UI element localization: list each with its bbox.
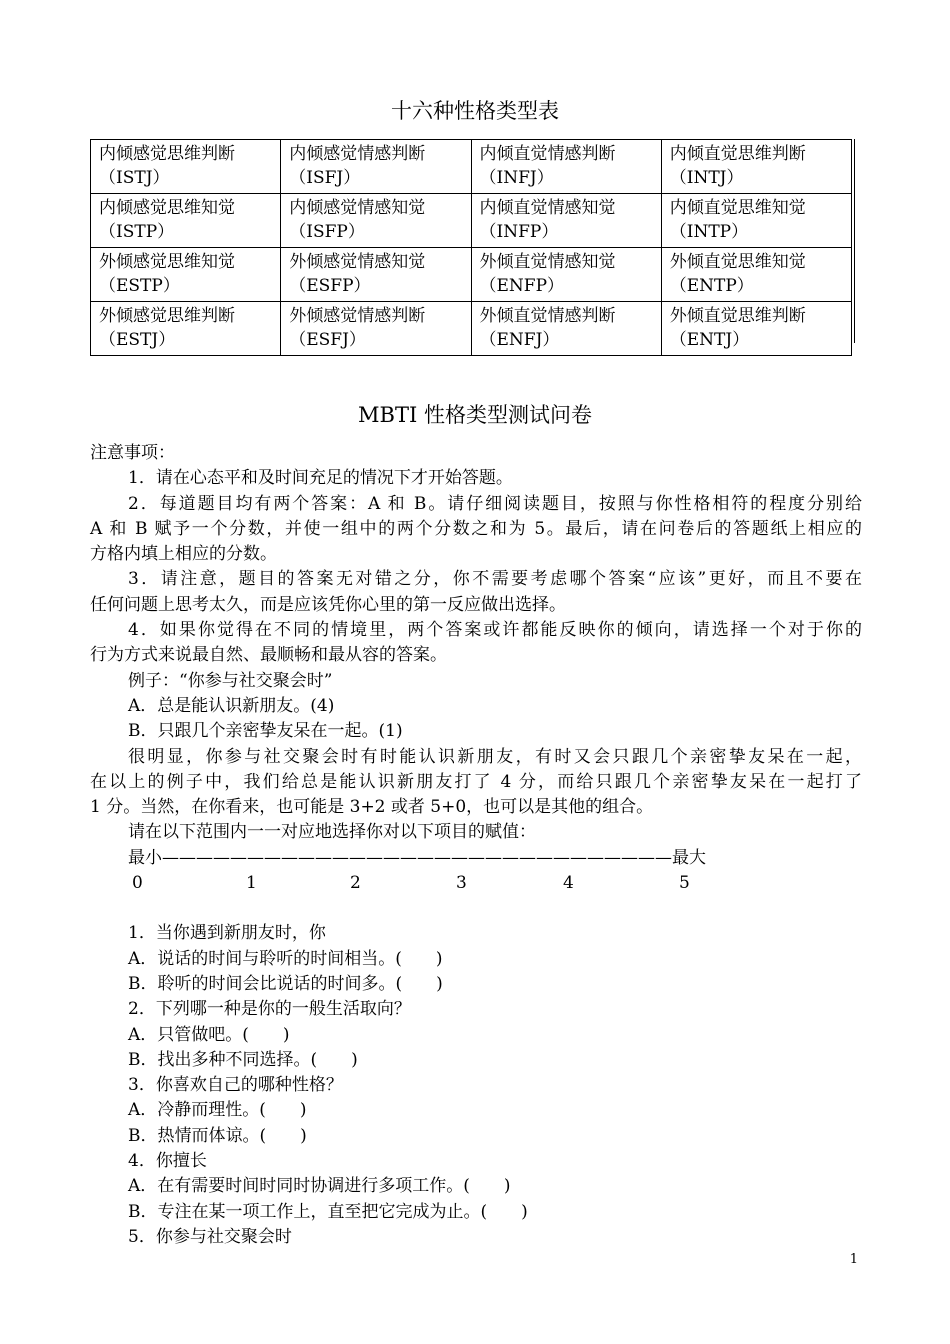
page-number: 1 [849, 1252, 858, 1267]
type-code: （ESFJ） [289, 330, 366, 350]
question-1-option-b: B．聆听的时间会比说话的时间多。( ) [128, 973, 443, 994]
questionnaire-body [90, 441, 862, 1250]
scale-intro: 请在以下范围内一一对应地选择你对以下项目的赋值： [128, 822, 536, 843]
table-row [91, 248, 852, 302]
table-cell [661, 140, 851, 194]
table-cell [281, 194, 471, 248]
type-code: （ENFP） [479, 276, 565, 296]
explanation-line-2: 在以上的例子中，我们给总是能认识新朋友打了 4 分，而给只跟几个亲密挚友呆在一起打了 [90, 771, 862, 792]
scale-value: 1 [246, 873, 257, 894]
type-code: （ISFJ） [289, 168, 361, 188]
type-name: 内倾直觉情感知觉 [479, 198, 616, 218]
table-cell [91, 302, 281, 356]
table-cell [281, 302, 471, 356]
note-4-line-1: 4．如果你觉得在不同的情境里，两个答案或许都能反映你的倾向，请选择一个对于你的 [128, 620, 862, 641]
table-cell [471, 194, 661, 248]
scale-value: 4 [563, 873, 574, 894]
question-2-option-a: A．只管做吧。( ) [128, 1024, 290, 1045]
example-answer-b: B．只跟几个亲密挚友呆在一起。(1) [128, 721, 403, 742]
question-1: 1．当你遇到新朋友时，你 [128, 923, 326, 944]
types-table-title: 十六种性格类型表 [391, 99, 559, 123]
type-code: （ENFJ） [479, 330, 560, 350]
table-double-rule [854, 139, 855, 343]
type-code: （INFJ） [479, 168, 554, 188]
type-code: （ESFP） [289, 276, 371, 296]
type-name: 外倾感觉思维知觉 [99, 252, 235, 272]
table-row [91, 194, 852, 248]
question-4-option-b: B．专注在某一项工作上，直至把它完成为止。( ) [128, 1201, 528, 1222]
type-name: 内倾感觉情感知觉 [289, 198, 426, 218]
type-code: （INFP） [479, 222, 559, 242]
scale-value: 5 [679, 873, 690, 894]
type-code: （INTJ） [669, 168, 744, 188]
questionnaire-title: MBTI 性格类型测试问卷 [358, 403, 592, 427]
example-question: 例子：“你参与社交聚会时” [128, 670, 333, 691]
type-code: （ISTP） [99, 222, 175, 242]
explanation-line-1: 很明显，你参与社交聚会时有时能认识新朋友，有时又会只跟几个亲密挚友呆在一起， [128, 746, 862, 767]
note-3-line-2: 任何问题上思考太久，而是应该凭你心里的第一反应做出选择。 [90, 594, 566, 615]
type-code: （INTP） [669, 222, 749, 242]
question-4: 4．你擅长 [128, 1151, 207, 1172]
table-row [91, 140, 852, 194]
note-3-line-1: 3．请注意，题目的答案无对错之分，你不需要考虑哪个答案“应该”更好，而且不要在 [128, 569, 862, 590]
type-name: 外倾直觉思维知觉 [669, 252, 806, 272]
type-name: 内倾感觉思维知觉 [99, 198, 235, 218]
table-row [91, 302, 852, 356]
table-cell [281, 248, 471, 302]
type-name: 外倾感觉思维判断 [99, 306, 235, 326]
scale-value: 3 [456, 873, 467, 894]
note-2-line-3: 方格内填上相应的分数。 [90, 544, 277, 565]
question-3-option-b: B．热情而体谅。( ) [128, 1125, 307, 1146]
table-cell [91, 248, 281, 302]
explanation-line-3: 1 分。当然，在你看来，也可能是 3+2 或者 5+0，也可以是其他的组合。 [90, 797, 654, 818]
scale-value: 2 [350, 873, 361, 894]
type-code: （ISTJ） [99, 168, 170, 188]
question-5: 5．你参与社交聚会时 [128, 1226, 292, 1247]
scale-value: 0 [132, 873, 143, 894]
personality-types-table [90, 139, 852, 356]
example-answer-a: A．总是能认识新朋友。(4) [128, 695, 335, 716]
type-name: 内倾感觉思维判断 [99, 144, 235, 164]
note-2-line-1: 2．每道题目均有两个答案：A 和 B。请仔细阅读题目，按照与你性格相符的程度分别给 [128, 493, 862, 514]
scale-values [90, 871, 862, 896]
question-1-option-a: A．说话的时间与聆听的时间相当。( ) [128, 948, 443, 969]
table-cell [661, 248, 851, 302]
type-name: 外倾感觉情感知觉 [289, 252, 426, 272]
type-code: （ENTJ） [669, 330, 750, 350]
type-code: （ISFP） [289, 222, 365, 242]
type-name: 外倾直觉情感知觉 [479, 252, 616, 272]
note-1: 1．请在心态平和及时间充足的情况下才开始答题。 [128, 468, 513, 489]
note-2-line-2: A 和 B 赋予一个分数，并使一组中的两个分数之和为 5。最后，请在问卷后的答题纸上相应的 [90, 518, 862, 539]
question-2: 2．下列哪一种是你的一般生活取向？ [128, 999, 411, 1020]
note-4-line-2: 行为方式来说最自然、最顺畅和最从容的答案。 [90, 645, 447, 666]
table-cell [661, 194, 851, 248]
type-name: 外倾直觉思维判断 [669, 306, 806, 326]
type-code: （ENTP） [669, 276, 754, 296]
table-cell [471, 302, 661, 356]
type-name: 内倾感觉情感判断 [289, 144, 426, 164]
spacer [90, 896, 862, 921]
table-cell [471, 248, 661, 302]
scale-line: 最小——————————————————————————————最大 [128, 847, 706, 868]
type-code: （ESTJ） [99, 330, 176, 350]
notes-heading: 注意事项： [90, 443, 175, 463]
question-3-option-a: A．冷静而理性。( ) [128, 1100, 307, 1121]
type-name: 内倾直觉思维判断 [669, 144, 806, 164]
table-cell [661, 302, 851, 356]
table-cell [91, 194, 281, 248]
question-2-option-b: B．找出多种不同选择。( ) [128, 1049, 358, 1070]
table-cell [91, 140, 281, 194]
type-name: 内倾直觉情感判断 [479, 144, 616, 164]
type-name: 内倾直觉思维知觉 [669, 198, 806, 218]
type-code: （ESTP） [99, 276, 180, 296]
table-cell [281, 140, 471, 194]
type-name: 外倾感觉情感判断 [289, 306, 426, 326]
type-name: 外倾直觉情感判断 [479, 306, 616, 326]
question-4-option-a: A．在有需要时间时同时协调进行多项工作。( ) [128, 1176, 511, 1197]
question-3: 3．你喜欢自己的哪种性格？ [128, 1075, 343, 1096]
table-cell [471, 140, 661, 194]
